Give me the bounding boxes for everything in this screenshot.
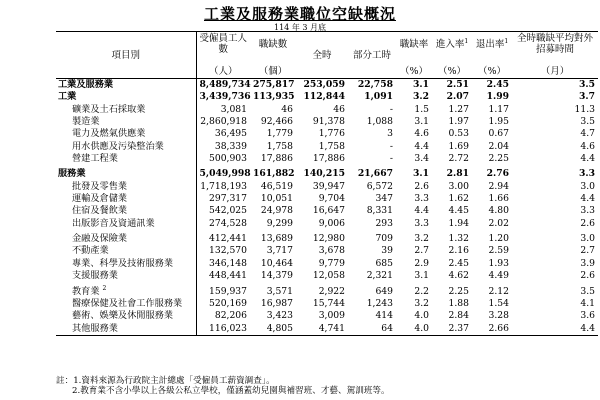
table-row (56, 205, 598, 217)
cell-exit-rate: 2.94 (488, 180, 509, 192)
row-label: 醫療保健及社會工作服務業 (56, 298, 196, 310)
table-body (56, 79, 598, 336)
cell-fill-time: 3.0 (580, 233, 595, 245)
cell-fill-time: 3.7 (579, 91, 595, 103)
cell-vacancy-rate: 3.2 (413, 91, 429, 103)
cell-parttime: 2,321 (366, 270, 393, 282)
table-row (56, 270, 598, 282)
cell-parttime: 293 (375, 217, 393, 229)
cell-parttime: 414 (375, 310, 393, 322)
header-exit-rate (472, 32, 512, 79)
cell-vacancies: 14,379 (260, 270, 293, 282)
cell-parttime: 22,758 (357, 79, 393, 90)
header-item-label: 項目別 (111, 49, 140, 61)
cell-employees: 448,441 (209, 270, 247, 282)
table-row (56, 283, 598, 298)
cell-exit-rate: 1.54 (488, 297, 509, 309)
header-entry-rate-label: 進入率$^1$ (435, 37, 469, 50)
vacancy-table (56, 31, 598, 336)
cell-employees: 38,339 (214, 140, 247, 152)
cell-employees: 274,528 (209, 217, 247, 229)
row-label: 電力及燃氣供應業 (56, 128, 196, 140)
row-label: 製造業 (56, 116, 196, 128)
cell-parttime: 8,331 (366, 205, 393, 217)
cell-fill-time: 4.4 (580, 153, 595, 165)
cell-vacancy-rate: 1.5 (414, 103, 429, 115)
cell-exit-rate: 2.02 (488, 217, 509, 229)
cell-employees: 1,718,193 (200, 180, 247, 192)
table-row (56, 230, 598, 245)
footnote-1: 註：1.資料來源為行政院主計總處「受僱員工薪資調查」。 (56, 376, 275, 386)
cell-parttime: 6,572 (366, 180, 393, 192)
cell-fill-time: 4.6 (580, 140, 595, 152)
cell-entry-rate: 2.81 (446, 168, 469, 180)
cell-fill-time: 3.3 (579, 168, 595, 180)
cell-fill-time: 3.5 (580, 116, 595, 128)
cell-employees: 412,441 (209, 233, 247, 245)
header-exit-rate-unit: （%） (477, 66, 507, 77)
cell-exit-rate: 4.80 (488, 205, 509, 217)
cell-fulltime: 3,009 (318, 310, 345, 322)
row-label: 礦業及土石採取業 (56, 104, 196, 116)
cell-parttime: 649 (375, 285, 393, 297)
report-title: 工業及服務業職位空缺概況 (203, 5, 396, 23)
cell-vacancy-rate: 3.2 (414, 297, 429, 309)
table-row (56, 104, 598, 116)
cell-vacancy-rate: 3.2 (414, 233, 429, 245)
cell-fill-time: 3.6 (580, 310, 595, 322)
table-row (56, 218, 598, 230)
cell-vacancies: 16,987 (260, 297, 293, 309)
cell-exit-rate: 3.28 (488, 310, 509, 322)
row-label: 服務業 (56, 165, 196, 180)
cell-vacancy-rate: 4.6 (414, 128, 429, 140)
cell-fill-time: 3.5 (580, 285, 595, 297)
header-fill-time-label: 全時職缺平均對外招募時間 (516, 33, 593, 55)
cell-vacancies: 10,051 (260, 193, 293, 205)
table-row (56, 323, 598, 336)
table-row (56, 310, 598, 322)
header-vacancies-label: 職缺數 (258, 39, 288, 50)
table-row (56, 91, 598, 103)
cell-parttime: 1,243 (366, 297, 393, 309)
table-row (56, 79, 598, 92)
cell-employees: 500,903 (209, 153, 247, 165)
cell-entry-rate: 4.62 (448, 270, 469, 282)
cell-fill-time: 3.0 (580, 180, 595, 192)
cell-fulltime: 9,779 (318, 257, 345, 269)
cell-fill-time: 3.5 (579, 79, 595, 90)
cell-entry-rate: 2.07 (446, 91, 469, 103)
cell-vacancies: 113,935 (253, 91, 295, 103)
cell-fulltime: 9,704 (318, 193, 345, 205)
cell-entry-rate: 1.27 (448, 103, 469, 115)
cell-fulltime: 3,678 (318, 245, 345, 257)
cell-employees: 159,937 (209, 285, 247, 297)
cell-exit-rate: 1.99 (486, 91, 509, 103)
cell-vacancy-rate: 4.0 (396, 323, 432, 336)
cell-vacancy-rate: 2.7 (414, 245, 429, 257)
cell-vacancies: 46,519 (260, 180, 293, 192)
cell-fill-time: 3.3 (580, 205, 595, 217)
cell-parttime: 64 (348, 323, 396, 336)
cell-parttime: 39 (381, 245, 393, 257)
cell-exit-rate: 1.20 (488, 233, 509, 245)
cell-fulltime: 39,947 (312, 180, 345, 192)
cell-fill-time: 2.6 (580, 217, 595, 229)
row-label: 工業及服務業 (56, 79, 196, 92)
cell-vacancies: 161,882 (253, 168, 295, 180)
cell-vacancy-rate: 3.3 (414, 217, 429, 229)
cell-entry-rate: 2.37 (432, 323, 472, 336)
cell-fulltime: 2,922 (318, 285, 345, 297)
cell-fill-time: 3.9 (580, 257, 595, 269)
cell-fulltime: 46 (333, 103, 345, 115)
cell-parttime: 21,667 (357, 168, 393, 180)
header-item (56, 32, 196, 79)
row-label: 用水供應及污染整治業 (56, 141, 196, 153)
header-employees-unit: （人） (208, 66, 238, 77)
cell-entry-rate: 0.53 (448, 128, 469, 140)
cell-fulltime: 12,058 (312, 270, 345, 282)
row-label: 其他服務業 (56, 323, 196, 336)
cell-entry-rate: 2.51 (446, 79, 469, 90)
cell-fulltime: 1,758 (318, 140, 345, 152)
table-row (56, 258, 598, 270)
header-exit-rate-footnote: 1 (504, 37, 509, 45)
cell-vacancies: 46 (281, 103, 293, 115)
cell-fill-time: 4.4 (512, 323, 598, 336)
table-row (56, 128, 598, 140)
header-vacancies (250, 32, 296, 79)
cell-entry-rate: 2.45 (448, 257, 469, 269)
row-label: 不動產業 (56, 245, 196, 257)
cell-vacancies: 92,466 (260, 116, 293, 128)
cell-vacancy-rate: 4.4 (414, 205, 429, 217)
row-label: 工業 (56, 91, 196, 103)
cell-vacancy-rate: 3.1 (413, 79, 429, 90)
cell-employees: 297,317 (209, 193, 247, 205)
header-exit-rate-label: 退出率$^1$ (475, 37, 509, 50)
header-vacancy-rate (396, 32, 432, 79)
header-entry-exit-unit: （%） (437, 66, 467, 77)
cell-fill-time: 4.1 (580, 297, 595, 309)
cell-exit-rate: 2.25 (488, 153, 509, 165)
header-employees (196, 32, 250, 79)
header-fulltime (296, 32, 348, 79)
cell-employees: 3,081 (220, 103, 247, 115)
cell-entry-rate: 1.62 (448, 193, 469, 205)
cell-fulltime: 140,215 (303, 168, 345, 180)
header-vacancies-unit: （個） (258, 66, 288, 77)
cell-employees: 8,489,734 (199, 79, 251, 90)
cell-exit-rate: 1.93 (488, 257, 509, 269)
row-label-footnote: 2 (102, 284, 107, 292)
cell-vacancies: 4,805 (250, 323, 296, 336)
cell-exit-rate: 0.67 (488, 128, 509, 140)
cell-vacancy-rate: 3.4 (414, 153, 429, 165)
cell-vacancies: 9,299 (266, 217, 293, 229)
cell-fulltime: 253,059 (303, 79, 345, 90)
cell-parttime: - (389, 153, 393, 165)
cell-employees: 542,025 (209, 205, 247, 217)
cell-exit-rate: 4.49 (488, 270, 509, 282)
row-label: 教育業 $^2$ (56, 283, 196, 298)
cell-vacancy-rate: 2.9 (414, 257, 429, 269)
cell-vacancies: 3,423 (266, 310, 293, 322)
cell-parttime: 3 (387, 128, 393, 140)
header-entry-rate (432, 32, 472, 79)
cell-vacancies: 13,689 (260, 233, 293, 245)
cell-exit-rate: 2.66 (472, 323, 512, 336)
cell-fill-time: 2.6 (580, 270, 595, 282)
row-label: 運輸及倉儲業 (56, 193, 196, 205)
cell-fill-time: 4.4 (580, 193, 595, 205)
cell-fulltime: 16,647 (312, 205, 345, 217)
cell-exit-rate: 1.95 (488, 116, 509, 128)
row-label: 住宿及餐飲業 (56, 205, 196, 217)
table-row (56, 165, 598, 180)
report-date: 114 年 3 月底 (274, 23, 326, 32)
cell-employees: 82,206 (214, 310, 247, 322)
header-parttime (348, 32, 396, 79)
cell-fulltime: 112,844 (303, 91, 345, 103)
cell-parttime: - (389, 103, 393, 115)
table-row (56, 193, 598, 205)
cell-exit-rate: 2.45 (486, 79, 509, 90)
cell-entry-rate: 1.32 (448, 233, 469, 245)
cell-fulltime: 1,776 (318, 128, 345, 140)
cell-vacancies: 1,779 (266, 128, 293, 140)
cell-employees: 3,439,736 (199, 91, 251, 103)
cell-employees: 5,049,998 (199, 168, 251, 180)
row-label: 出版影音及資通訊業 (56, 218, 196, 230)
cell-entry-rate: 2.84 (448, 310, 469, 322)
cell-vacancies: 3,571 (266, 285, 293, 297)
cell-entry-rate: 2.16 (448, 245, 469, 257)
header-vacancy-rate-label: 職缺率 (399, 39, 429, 50)
row-label: 金融及保險業 (56, 230, 196, 245)
cell-employees: 520,169 (209, 297, 247, 309)
cell-fill-time: 2.7 (580, 245, 595, 257)
cell-vacancies: 275,817 (253, 79, 295, 90)
table-row (56, 298, 598, 310)
cell-entry-rate: 2.72 (448, 153, 469, 165)
cell-entry-rate: 1.97 (448, 116, 469, 128)
cell-parttime: 685 (375, 257, 393, 269)
header-vacancy-rate-unit: （%） (399, 66, 429, 77)
cell-fulltime: 4,741 (296, 323, 348, 336)
header-employees-label: 受僱員工人數 (199, 33, 247, 55)
table-row (56, 141, 598, 153)
cell-parttime: 1,088 (366, 116, 393, 128)
cell-fulltime: 12,980 (312, 233, 345, 245)
cell-fulltime: 9,006 (318, 217, 345, 229)
cell-entry-rate: 1.69 (448, 140, 469, 152)
row-label: 藝術、娛樂及休閒服務業 (56, 310, 196, 322)
cell-fill-time: 11.3 (574, 103, 595, 115)
cell-vacancies: 24,978 (260, 205, 293, 217)
cell-vacancy-rate: 3.1 (413, 168, 429, 180)
cell-entry-rate: 1.94 (448, 217, 469, 229)
cell-vacancy-rate: 3.3 (414, 193, 429, 205)
header-entry-rate-footnote: 1 (464, 37, 469, 45)
cell-exit-rate: 1.17 (488, 103, 509, 115)
footnotes (56, 376, 596, 396)
cell-entry-rate: 1.88 (448, 297, 469, 309)
cell-exit-rate: 2.04 (488, 140, 509, 152)
cell-vacancies: 1,758 (266, 140, 293, 152)
cell-fulltime: 15,744 (312, 297, 345, 309)
cell-entry-rate: 2.25 (448, 285, 469, 297)
cell-employees: 2,860,918 (200, 116, 247, 128)
header-fill-time-unit: （月） (540, 66, 570, 77)
footnote-2: 2.教育業不含小學以上各級公私立學校，僅涵蓋幼兒園與補習班、才藝、駕訓班等。 (72, 386, 390, 396)
cell-vacancy-rate: 3.1 (414, 270, 429, 282)
cell-vacancy-rate: 2.6 (414, 180, 429, 192)
cell-fill-time: 4.7 (580, 128, 595, 140)
cell-entry-rate: 3.00 (448, 180, 469, 192)
header-parttime-label: 部分工時 (352, 49, 391, 61)
cell-vacancy-rate: 4.0 (414, 310, 429, 322)
cell-vacancy-rate: 2.2 (414, 285, 429, 297)
table-row (56, 153, 598, 165)
cell-entry-rate: 4.45 (448, 205, 469, 217)
row-label: 專業、科學及技術服務業 (56, 258, 196, 270)
table-row (56, 181, 598, 193)
row-label: 支援服務業 (56, 270, 196, 282)
cell-vacancies: 10,464 (260, 257, 293, 269)
cell-exit-rate: 2.12 (488, 285, 509, 297)
cell-vacancy-rate: 4.4 (414, 140, 429, 152)
cell-employees: 36,495 (214, 128, 247, 140)
cell-employees: 132,570 (209, 245, 247, 257)
cell-fulltime: 17,886 (312, 153, 345, 165)
header-fill-time (512, 32, 598, 79)
cell-vacancy-rate: 3.1 (414, 116, 429, 128)
cell-parttime: 1,091 (364, 91, 393, 103)
cell-vacancies: 3,717 (266, 245, 293, 257)
cell-employees: 346,148 (209, 257, 247, 269)
cell-employees: 116,023 (196, 323, 250, 336)
table-row (56, 116, 598, 128)
cell-exit-rate: 2.59 (488, 245, 509, 257)
cell-fulltime: 91,378 (312, 116, 345, 128)
cell-parttime: 709 (375, 233, 393, 245)
row-label: 批發及零售業 (56, 181, 196, 193)
row-label: 營建工程業 (56, 153, 196, 165)
cell-parttime: 347 (375, 193, 393, 205)
cell-parttime: - (389, 140, 393, 152)
header-fulltime-label: 全時 (312, 49, 332, 61)
table-row (56, 245, 598, 257)
cell-exit-rate: 1.66 (488, 193, 509, 205)
cell-vacancies: 17,886 (260, 153, 293, 165)
table-header-row (56, 32, 598, 79)
cell-exit-rate: 2.76 (486, 168, 509, 180)
